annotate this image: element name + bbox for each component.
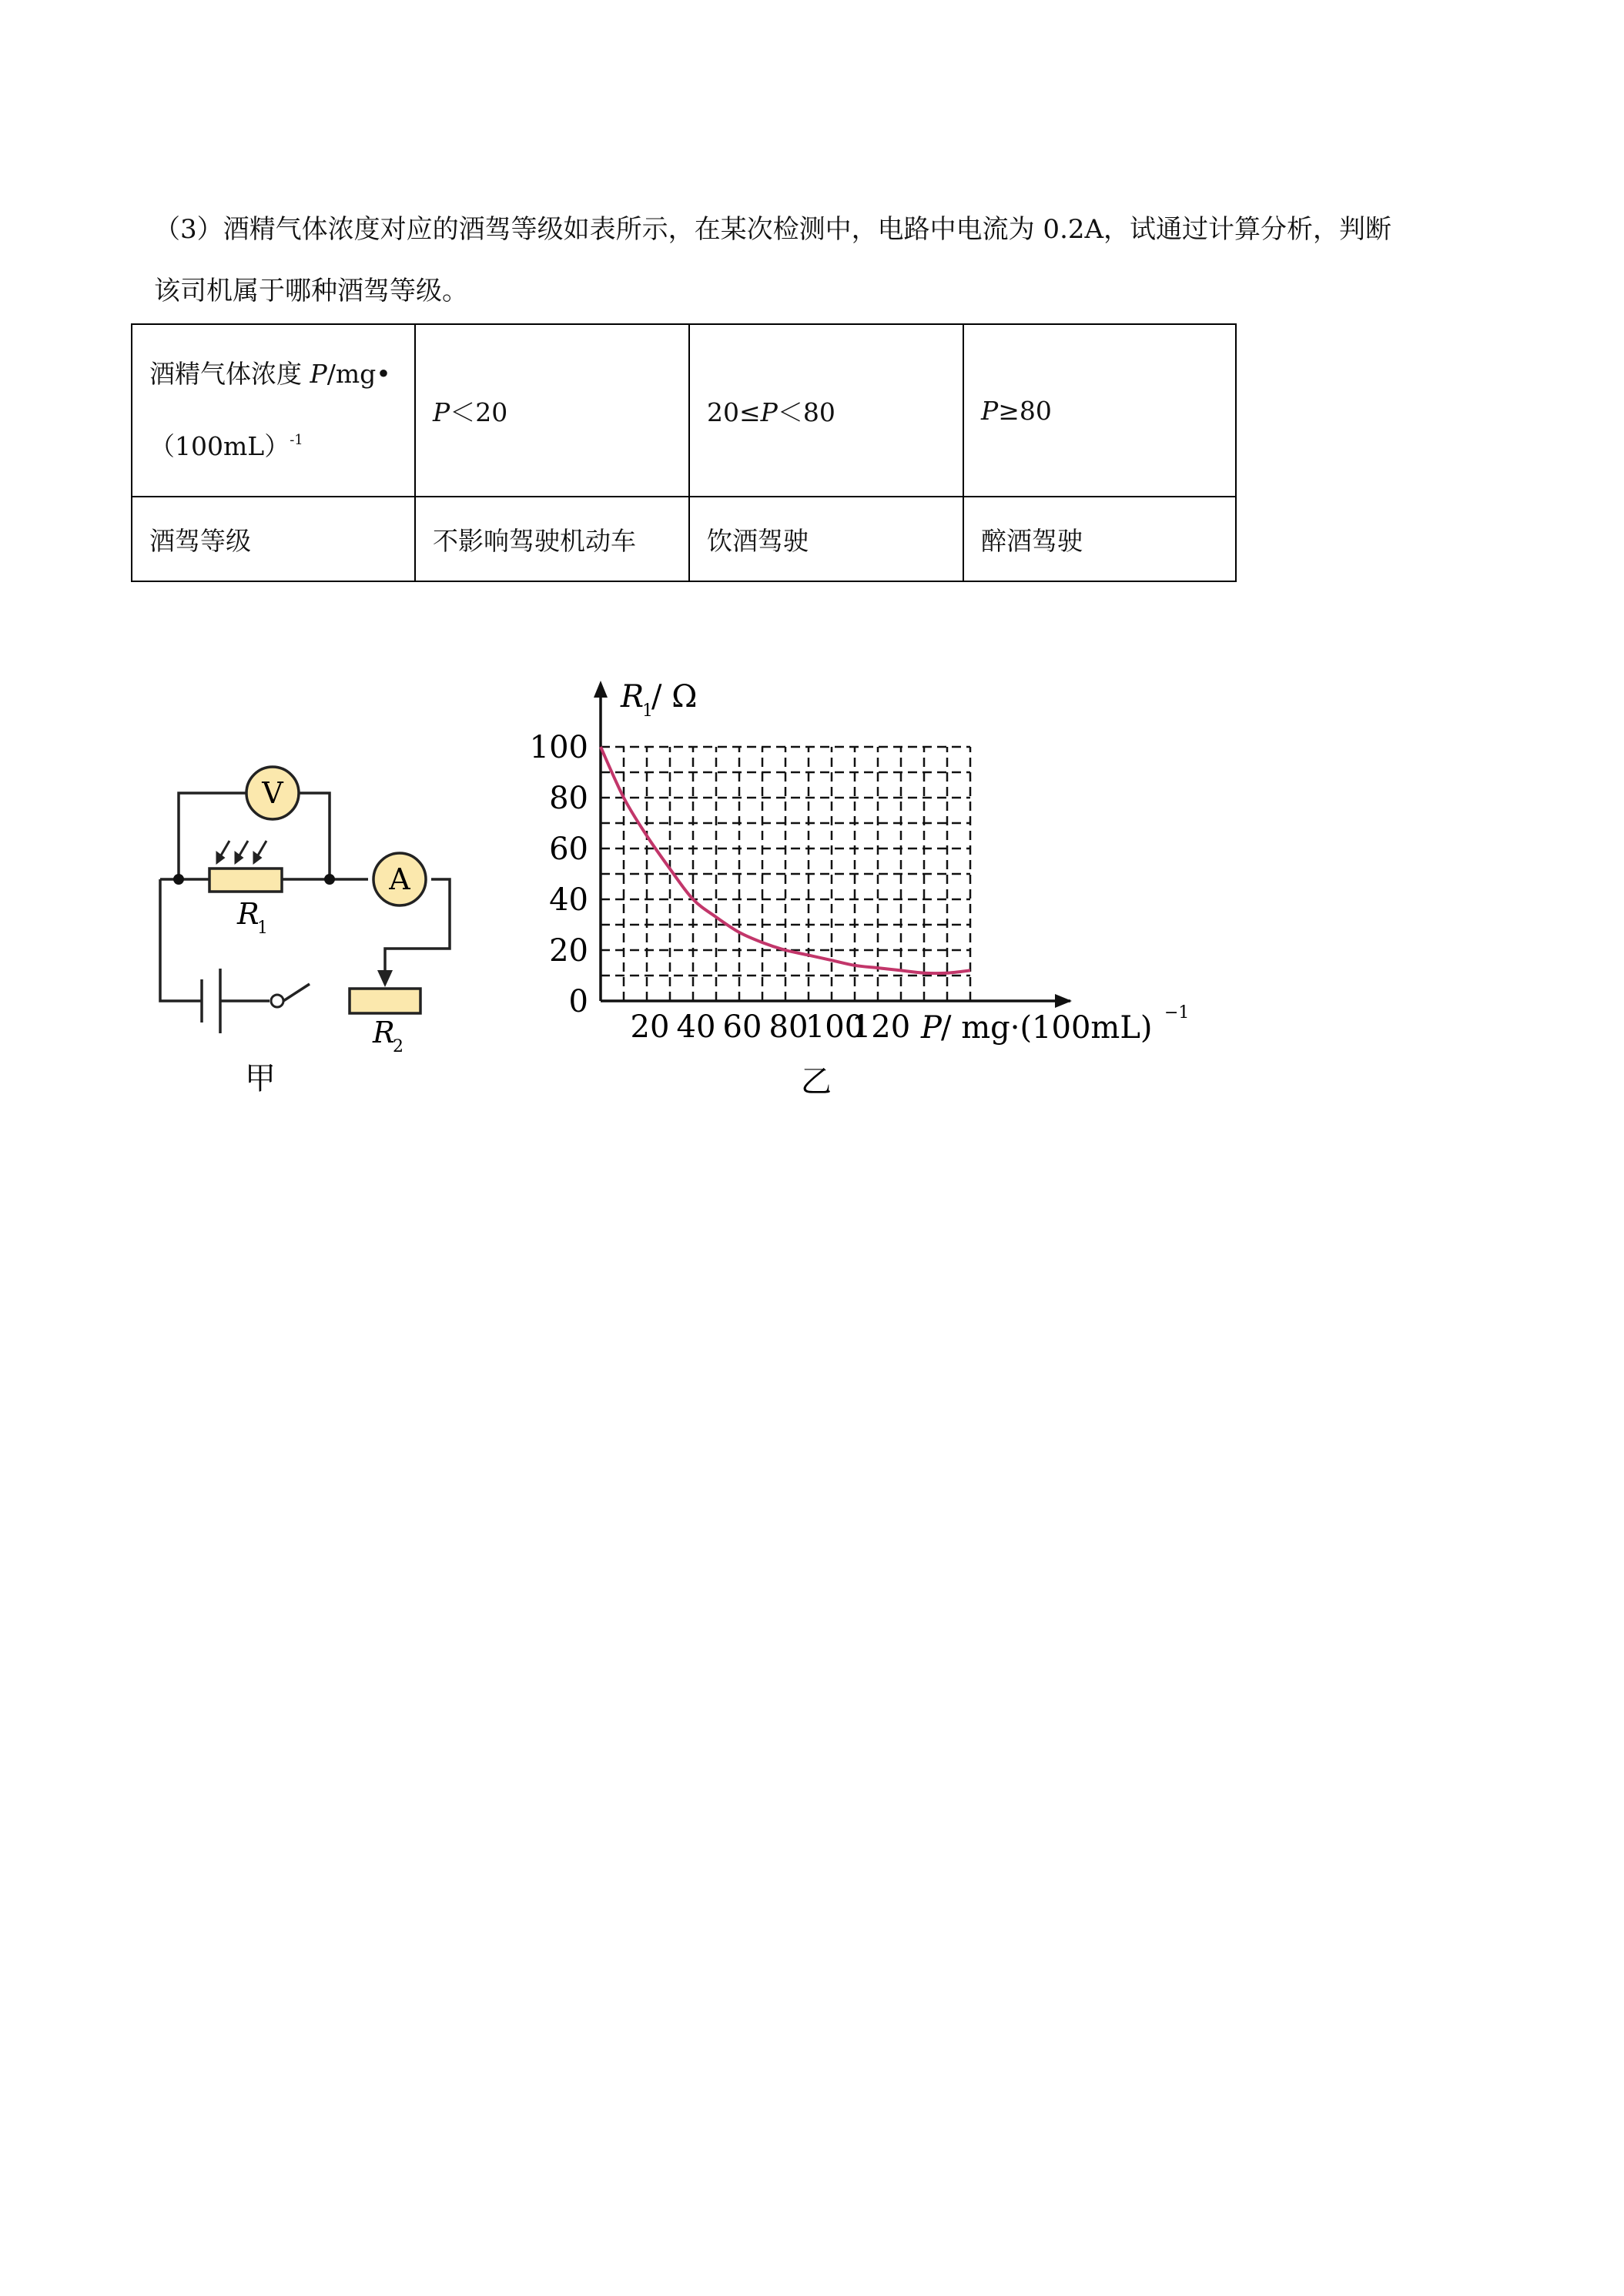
- r1-subscript: 1: [257, 919, 268, 938]
- voltmeter-label: V: [262, 776, 283, 810]
- ammeter-label: A: [389, 862, 410, 896]
- range-text: ＜20: [450, 397, 508, 427]
- x-tick-label: 40: [676, 1009, 716, 1045]
- x-axis-label-sup: −1: [1164, 1003, 1190, 1022]
- label-text: 酒精气体浓度: [149, 359, 310, 389]
- x-axis-label-unit: / mg·(100mL): [941, 1010, 1153, 1046]
- x-axis-label-var: P: [921, 1010, 942, 1046]
- junction-dot: [173, 874, 184, 885]
- range-text: 20≤: [707, 397, 761, 427]
- y-tick-label: 80: [549, 781, 588, 816]
- label-unit: /mg•: [326, 359, 391, 389]
- range-text: ≥80: [998, 395, 1052, 426]
- light-arrows-icon: [217, 841, 266, 862]
- x-tick-labels: [631, 1009, 911, 1045]
- table-cell-grade-2: 饮酒驾驶: [689, 497, 963, 581]
- rheostat-r2-icon: [350, 989, 420, 1013]
- wire: [179, 793, 246, 879]
- x-tick-label: 120: [851, 1009, 911, 1045]
- y-tick-label: 40: [549, 882, 588, 918]
- circuit-caption: 甲: [245, 1061, 276, 1096]
- y-tick-labels: [530, 730, 588, 1019]
- y-tick-label: 0: [568, 984, 588, 1019]
- table-row-label: 酒驾等级: [132, 497, 415, 581]
- chart-caption: 乙: [801, 1064, 832, 1099]
- label-var: P: [310, 359, 327, 389]
- x-tick-label: 20: [630, 1009, 670, 1045]
- table-cell-grade-1: 不影响驾驶机动车: [415, 497, 689, 581]
- range-var: P: [981, 395, 999, 426]
- x-tick-label: 60: [722, 1009, 762, 1045]
- wire: [299, 793, 330, 879]
- battery-icon: [202, 969, 220, 1033]
- range-var: P: [760, 397, 778, 427]
- label-unit-2: （100mL）: [149, 431, 290, 461]
- switch-contact-icon: [271, 995, 283, 1007]
- x-tick-label: 100: [805, 1009, 865, 1045]
- table-cell-grade-3: 醉酒驾驶: [963, 497, 1236, 581]
- wire: [160, 879, 202, 1001]
- y-axis-label-var: R: [621, 679, 645, 715]
- question-line-2: 该司机属于哪种酒驾等级。: [154, 276, 468, 306]
- switch-blade: [283, 984, 310, 1001]
- junction-dot: [324, 874, 335, 885]
- y-tick-label: 20: [549, 933, 588, 969]
- question-line-1: （3）酒精气体浓度对应的酒驾等级如表所示，在某次检测中，电路中电流为 0.2A，试通过计算分析，判断: [154, 214, 1392, 245]
- r2-label: R: [373, 1016, 395, 1049]
- label-sup: -1: [290, 432, 303, 448]
- y-tick-label: 60: [549, 832, 588, 867]
- y-axis-label-sub: 1: [642, 701, 653, 721]
- range-text: ＜80: [777, 397, 835, 427]
- r2-subscript: 2: [393, 1037, 403, 1056]
- resistance-chart: [530, 679, 1190, 1099]
- r1-label: R: [237, 897, 260, 931]
- slider-arrow-icon: [377, 970, 393, 987]
- y-tick-label: 100: [529, 730, 588, 765]
- y-axis-label-unit: / Ω: [651, 679, 698, 715]
- y-axis-arrow-icon: [594, 681, 608, 698]
- range-var: P: [433, 397, 450, 427]
- x-axis-arrow-icon: [1055, 994, 1072, 1008]
- x-tick-label: 80: [768, 1009, 809, 1045]
- sensor-r1-icon: [209, 869, 282, 892]
- grid: [601, 747, 970, 1001]
